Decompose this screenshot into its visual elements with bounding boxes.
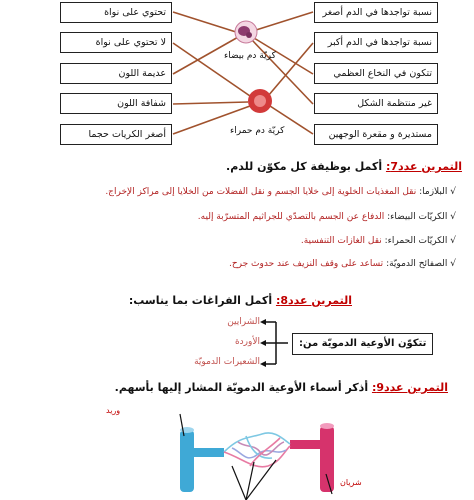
ex7-item-1-value: نقل المغذيات الخلوية إلى خلايا الجسم و نقل الفضلات من الخلايا إلى مراكز الإخراج.	[105, 187, 417, 197]
match-left-box-2: لا تحتوي على نواة	[60, 32, 172, 53]
ex7-item-plasma: √ البلازما: نقل المغذيات الخلوية إلى خلايا الجسم و نقل الفضلات من الخلايا إلى مراكز الإخراج.	[105, 187, 456, 197]
artery-icon	[290, 423, 334, 492]
ex9-label-vein: وريد	[106, 406, 121, 415]
ex9-title	[115, 381, 448, 394]
match-right-box-3: تتكون في النخاع العظمي	[314, 63, 438, 84]
match-left-box-4: شفافة اللون	[60, 93, 172, 114]
blood-vessels-diagram	[150, 408, 380, 500]
capillary-network	[224, 433, 290, 467]
ex7-item-1-key: البلازما:	[419, 187, 448, 197]
matching-lines	[0, 0, 474, 160]
line-left4-red	[173, 102, 248, 104]
ex7-item-2-key: الكريّات البيضاء:	[387, 212, 448, 222]
ex8-item-veins: الأوردة	[234, 337, 260, 347]
ex7-item-4-key: الصفائح الدمويّة:	[386, 259, 448, 269]
ex8-instruction: أكمل الفراغات بما يناسب:	[128, 294, 273, 307]
ex7-item-red: √ الكريّات الحمراء: نقل الغازات التنفسية.	[300, 236, 456, 246]
ex7-item-platelets: √ الصفائح الدمويّة: تساعد على وقف النزيف عند حدوث جرح.	[228, 259, 456, 269]
ex7-title	[226, 160, 462, 173]
ex7-item-4-value: تساعد على وقف النزيف عند حدوث جرح.	[228, 259, 384, 269]
ex7-instruction: أكمل بوظيفة كل مكوّن للدم.	[226, 160, 383, 173]
match-right-box-4: غير منتظمة الشكل	[314, 93, 438, 114]
red-cell-label: كريّة دم حمراء	[230, 126, 285, 136]
ex7-number: التمرين عدد7:	[385, 160, 462, 173]
ex7-item-3-key: الكريّات الحمراء:	[384, 236, 448, 246]
ex8-title	[129, 294, 352, 307]
ex8-item-arteries: الشرايين	[227, 317, 260, 327]
red-blood-cell-icon	[248, 89, 272, 113]
white-cell-label: كريّة دم بيضاء	[224, 51, 276, 61]
match-left-box-3: عديمة اللون	[60, 63, 172, 84]
ex8-bracket	[258, 316, 298, 372]
ex7-item-white: √ الكريّات البيضاء: الدفاع عن الجسم بالتصدّي للجراثيم المتسرّبة إليه.	[197, 212, 456, 222]
ex8-vessels-box: تتكوّن الأوعية الدمويّة من:	[292, 333, 433, 355]
ex9-label-artery: شريان	[340, 478, 362, 487]
match-right-box-1: نسبة تواجدها في الدم أصغر	[314, 2, 438, 23]
match-left-box-5: أصغر الكريات حجما	[60, 124, 172, 145]
match-right-box-5: مستديرة و مقعرة الوجهين	[314, 124, 438, 145]
ex9-instruction: أذكر أسماء الأوعية الدمويّة المشار إليها بأسهم.	[114, 381, 369, 394]
match-right-box-2: نسبة تواجدها في الدم أكبر	[314, 32, 438, 53]
ex9-number: التمرين عدد9:	[371, 381, 448, 394]
ex8-number: التمرين عدد8:	[275, 294, 352, 307]
line-right1-white	[256, 12, 313, 30]
ex8-item-capillaries: الشعيرات الدمويّة	[194, 357, 260, 367]
vein-icon	[180, 427, 224, 492]
white-blood-cell-icon	[235, 21, 257, 43]
ex7-item-2-value: الدفاع عن الجسم بالتصدّي للجراثيم المتسرّبة إليه.	[197, 212, 385, 222]
line-left1-white	[173, 12, 236, 32]
match-left-box-1: تحتوي على نواة	[60, 2, 172, 23]
ex7-item-3-value: نقل الغازات التنفسية.	[300, 236, 382, 246]
